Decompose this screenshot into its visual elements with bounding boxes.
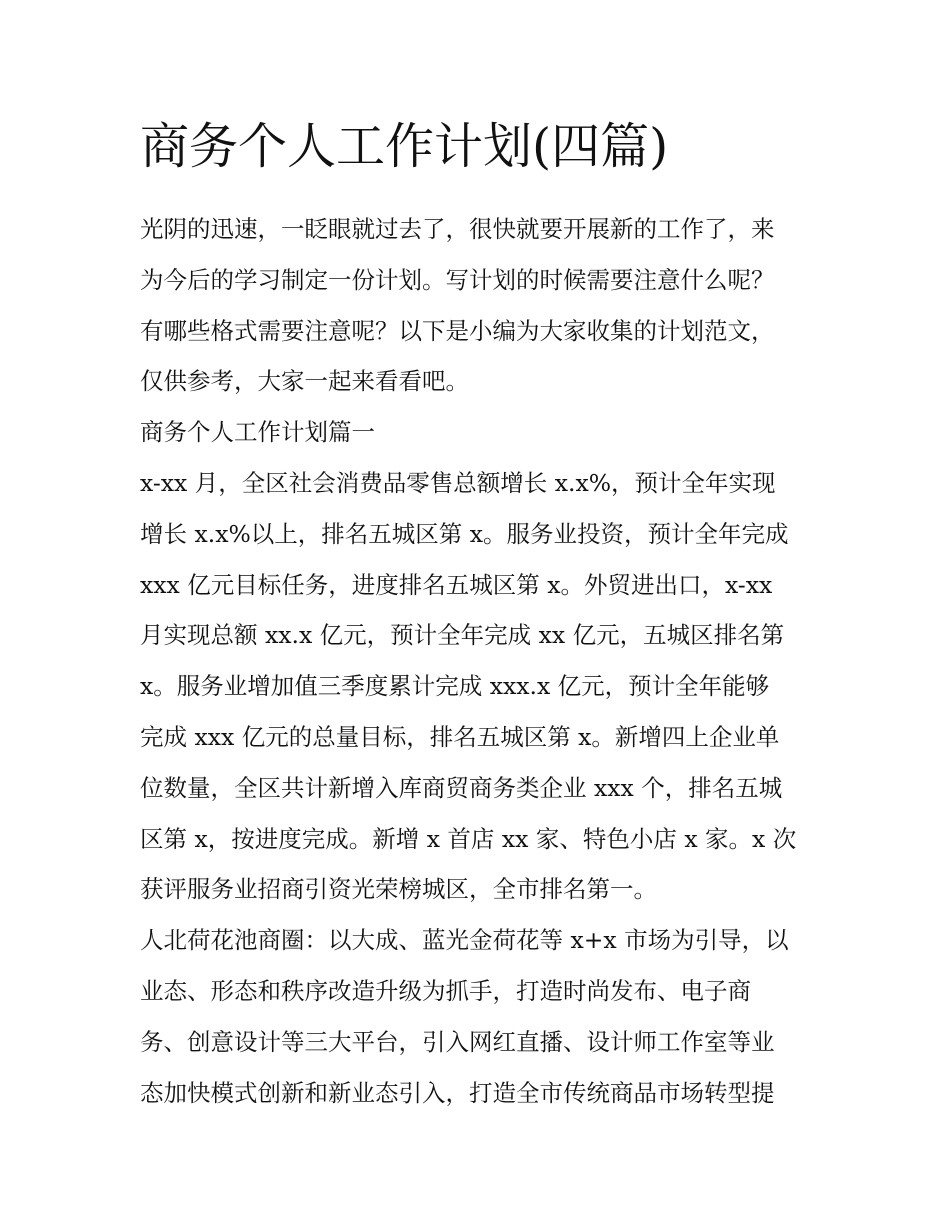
paragraph-line: 完成 xxx 亿元的总量目标，排名五城区第 x。新增四上企业单 bbox=[140, 722, 780, 751]
paragraph-line: x。服务业增加值三季度累计完成 xxx.x 亿元，预计全年能够 bbox=[140, 672, 770, 701]
paragraph-line: 有哪些格式需要注意呢？以下是小编为大家收集的计划范文， bbox=[140, 316, 775, 345]
paragraph-line: 人北荷花池商圈：以大成、蓝光金荷花等 x+x 市场为引导，以 bbox=[140, 926, 789, 955]
section-heading: 商务个人工作计划篇一 bbox=[140, 418, 375, 447]
paragraph-line: 务、创意设计等三大平台，引入网红直播、设计师工作室等业 bbox=[140, 1027, 775, 1056]
paragraph-line: 月实现总额 xx.x 亿元，预计全年完成 xx 亿元，五城区排名第 bbox=[140, 621, 785, 650]
paragraph-line: 获评服务业招商引资光荣榜城区，全市排名第一。 bbox=[140, 875, 657, 904]
document-body bbox=[140, 112, 812, 1118]
paragraph-line: 业态、形态和秩序改造升级为抓手，打造时尚发布、电子商 bbox=[140, 976, 751, 1005]
paragraph-line: 增长 x.x%以上，排名五城区第 x。服务业投资，预计全年完成 bbox=[140, 519, 789, 548]
paragraph-line: 为今后的学习制定一份计划。写计划的时候需要注意什么呢？ bbox=[140, 265, 775, 294]
paragraph-line: 态加快模式创新和新业态引入，打造全市传统商品市场转型提 bbox=[140, 1078, 775, 1107]
paragraph-line: 光阴的迅速，一眨眼就过去了，很快就要开展新的工作了，来 bbox=[140, 215, 775, 243]
document-title: 商务个人工作计划(四篇) bbox=[140, 118, 669, 175]
paragraph-line: 区第 x，按进度完成。新增 x 首店 xx 家、特色小店 x 家。x 次 bbox=[140, 824, 797, 853]
paragraph-line: xxx 亿元目标任务，进度排名五城区第 x。外贸进出口，x-xx bbox=[140, 570, 773, 599]
paragraph-line: x-xx 月，全区社会消费品零售总额增长 x.x%，预计全年实现 bbox=[140, 468, 776, 497]
paragraph-line: 位数量，全区共计新增入库商贸商务类企业 xxx 个，排名五城 bbox=[140, 773, 783, 802]
paragraph-line: 仅供参考，大家一起来看看吧。 bbox=[140, 367, 469, 396]
